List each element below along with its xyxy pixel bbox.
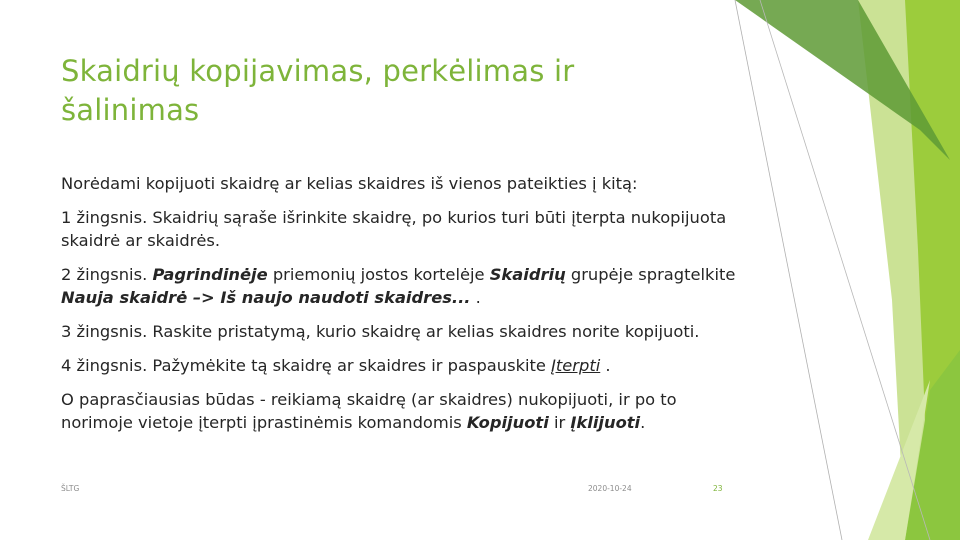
step-4-text-1: Pažymėkite tą skaidrę ar skaidres ir paspauskite	[147, 356, 552, 375]
final-text-2: ir	[548, 413, 571, 432]
step-4-text-2: .	[600, 356, 611, 375]
paste-command: Įklijuoti	[570, 413, 641, 432]
reuse-slides-command: Nauja skaidrė –> Iš naujo naudoti skaidres...	[61, 288, 471, 307]
step-3	[61, 320, 741, 343]
footer-date: 2020-10-24	[588, 484, 632, 493]
step-2	[61, 263, 741, 309]
final-paragraph	[61, 388, 741, 434]
step-2-text-1: priemonių jostos kortelėje	[267, 265, 490, 284]
step-2-text-2: grupėje spragtelkite	[565, 265, 736, 284]
final-text-3: .	[640, 413, 646, 432]
slides-group-name: Skaidrių	[489, 265, 566, 284]
final-text-1: O paprasčiausias būdas - reikiamą skaidrę (ar skaidres) nukopijuoti, ir po to norimoje vietoje įterpti įprastinėmis komandomis	[61, 390, 677, 432]
step-2-label: 2 žingsnis.	[61, 265, 148, 284]
step-4	[61, 354, 741, 377]
step-2-text-3: .	[470, 288, 481, 307]
footer-author: ŠLTG	[61, 484, 80, 493]
intro-paragraph: Norėdami kopijuoti skaidrę ar kelias skaidres iš vienos pateikties į kitą:	[61, 174, 638, 193]
deco-line-1	[735, 0, 842, 540]
slide-title: Skaidrių kopijavimas, perkėlimas ir šalinimas	[61, 54, 575, 127]
slide-number: 23	[713, 484, 723, 493]
home-tab-name: Pagrindinėje	[152, 265, 268, 284]
step-1-text: Skaidrių sąraše išrinkite skaidrę, po kurios turi būti įterpta nukopijuota skaidrė ar skaidrės.	[61, 208, 727, 250]
step-3-label: 3 žingsnis.	[61, 322, 148, 341]
step-1	[61, 206, 741, 252]
slide-body	[61, 172, 741, 445]
insert-command: Įterpti	[551, 356, 601, 375]
copy-command: Kopijuoti	[466, 413, 549, 432]
step-3-text: Raskite pristatymą, kurio skaidrę ar kelias skaidres norite kopijuoti.	[147, 322, 700, 341]
step-4-label: 4 žingsnis.	[61, 356, 148, 375]
step-1-label: 1 žingsnis.	[61, 208, 148, 227]
